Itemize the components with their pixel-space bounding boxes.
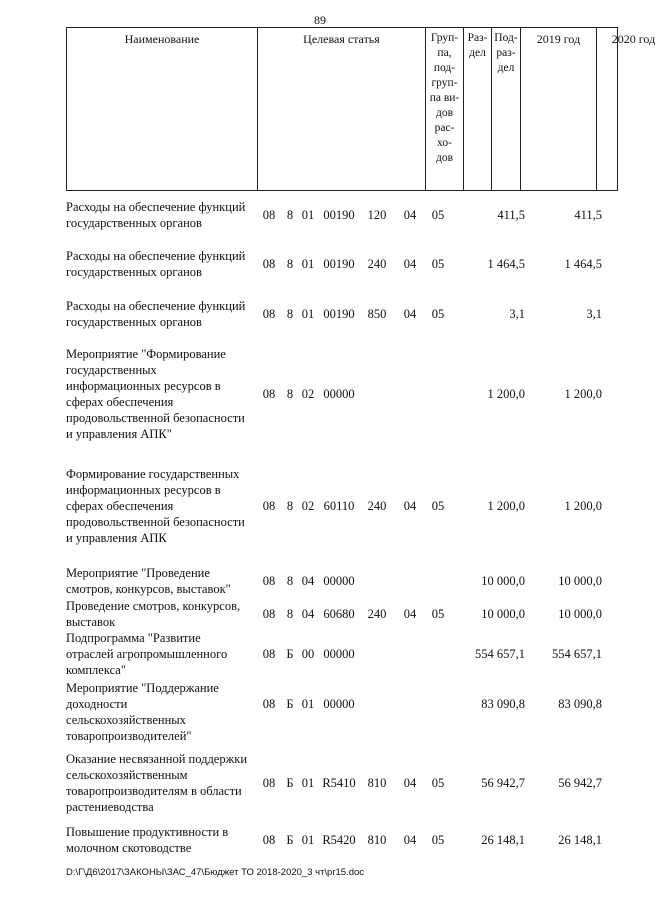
row-name: Мероприятие "Проведение смотров, конкурсов, выставок" (66, 566, 231, 596)
cell-y2019: 1 464,5 (487, 257, 525, 271)
cell-y2019: 411,5 (497, 208, 525, 222)
cell-c3: 01 (301, 833, 315, 847)
row-name: Проведение смотров, конкурсов, выставок (66, 599, 241, 629)
header-year-2020: 2020 год (596, 28, 670, 190)
cell-c2: Б (286, 833, 294, 847)
cell-y2020: 10 000,0 (558, 607, 602, 621)
cell-pr: 05 (431, 208, 445, 222)
cell-c1: 08 (262, 307, 276, 321)
cell-c2: 8 (286, 387, 294, 401)
row-name: Подпрограмма "Развитие отраслей агропромышленного комплекса" (66, 631, 228, 677)
cell-rz: 04 (403, 208, 417, 222)
cell-pr: 05 (431, 499, 445, 513)
cell-vr: 240 (367, 257, 387, 271)
cell-pr: 05 (431, 776, 445, 790)
cell-rz: 04 (403, 776, 417, 790)
cell-c3: 04 (301, 574, 315, 588)
cell-y2019: 1 200,0 (487, 387, 525, 401)
row-name: Расходы на обеспечение функций государственных органов (66, 299, 246, 329)
cell-y2020: 26 148,1 (558, 833, 602, 847)
cell-y2020: 56 942,7 (558, 776, 602, 790)
cell-c1: 08 (262, 776, 276, 790)
cell-y2020: 1 200,0 (564, 499, 602, 513)
header-name: Наименование (124, 32, 200, 46)
header-target: Целевая статья (257, 28, 425, 190)
row-name: Формирование государственных информационных ресурсов в сферах обеспечения продовольственной безопасности и управления АПК (66, 467, 245, 545)
cell-c1: 08 (262, 574, 276, 588)
cell-c3: 00 (301, 647, 315, 661)
cell-c4: 60110 (323, 499, 355, 513)
cell-y2019: 83 090,8 (481, 697, 525, 711)
cell-c4: R5410 (322, 776, 356, 790)
cell-c4: 00000 (323, 697, 355, 711)
cell-vr: 850 (367, 307, 387, 321)
cell-c1: 08 (262, 607, 276, 621)
cell-c1: 08 (262, 833, 276, 847)
row-name: Повышение продуктивности в молочном скотоводстве (66, 825, 229, 855)
cell-c4: 60680 (323, 607, 355, 621)
cell-c2: 8 (286, 607, 294, 621)
cell-y2020: 554 657,1 (552, 647, 602, 661)
cell-c2: 8 (286, 307, 294, 321)
row-name: Оказание несвязанной поддержки сельскохозяйственным товаропроизводителям в области растениеводства (66, 752, 248, 814)
cell-pr: 05 (431, 257, 445, 271)
cell-c1: 08 (262, 647, 276, 661)
cell-c4: 00000 (323, 647, 355, 661)
cell-c4: 00000 (323, 574, 355, 588)
cell-c4: R5420 (322, 833, 356, 847)
cell-y2020: 3,1 (586, 307, 602, 321)
table-header (66, 27, 656, 191)
cell-c3: 01 (301, 776, 315, 790)
cell-y2019: 1 200,0 (487, 499, 525, 513)
cell-vr: 810 (367, 833, 387, 847)
cell-c4: 00190 (323, 208, 355, 222)
cell-c3: 01 (301, 208, 315, 222)
cell-rz: 04 (403, 499, 417, 513)
cell-y2019: 3,1 (509, 307, 525, 321)
cell-y2019: 554 657,1 (475, 647, 525, 661)
cell-y2019: 10 000,0 (481, 607, 525, 621)
cell-c2: 8 (286, 499, 294, 513)
cell-c2: 8 (286, 257, 294, 271)
row-name: Расходы на обеспечение функций государственных органов (66, 249, 246, 279)
cell-vr: 810 (367, 776, 387, 790)
cell-vr: 120 (367, 208, 387, 222)
cell-pr: 05 (431, 307, 445, 321)
cell-c3: 04 (301, 607, 315, 621)
cell-c1: 08 (262, 257, 276, 271)
cell-y2020: 411,5 (574, 208, 602, 222)
cell-vr: 240 (367, 607, 387, 621)
cell-c2: 8 (286, 208, 294, 222)
cell-y2019: 26 148,1 (481, 833, 525, 847)
row-name: Мероприятие "Формирование государственных информационных ресурсов в сферах обеспечения продовольственной безопасности и управления АПК" (66, 347, 245, 441)
cell-c4: 00190 (323, 307, 355, 321)
cell-y2020: 83 090,8 (558, 697, 602, 711)
cell-pr: 05 (431, 833, 445, 847)
cell-c4: 00000 (323, 387, 355, 401)
row-name: Мероприятие "Поддержание доходности сельскохозяйственных товаропроизводителей" (66, 681, 219, 743)
cell-y2020: 10 000,0 (558, 574, 602, 588)
cell-c3: 01 (301, 257, 315, 271)
cell-rz: 04 (403, 607, 417, 621)
cell-c2: Б (286, 776, 294, 790)
cell-c2: Б (286, 697, 294, 711)
cell-rz: 04 (403, 307, 417, 321)
cell-c3: 02 (301, 499, 315, 513)
row-name: Расходы на обеспечение функций государственных органов (66, 200, 246, 230)
header-year-2019: 2019 год (520, 28, 596, 190)
cell-c2: Б (286, 647, 294, 661)
cell-c1: 08 (262, 499, 276, 513)
cell-c1: 08 (262, 208, 276, 222)
cell-c1: 08 (262, 697, 276, 711)
cell-c3: 01 (301, 307, 315, 321)
cell-y2019: 56 942,7 (481, 776, 525, 790)
cell-rz: 04 (403, 257, 417, 271)
cell-rz: 04 (403, 833, 417, 847)
cell-pr: 05 (431, 607, 445, 621)
header-group: Груп- па, под- груп- па ви- дов рас- хо- дов (425, 28, 463, 190)
cell-y2019: 10 000,0 (481, 574, 525, 588)
cell-y2020: 1 200,0 (564, 387, 602, 401)
cell-c3: 01 (301, 697, 315, 711)
header-section: Раз- дел (463, 28, 491, 190)
cell-c3: 02 (301, 387, 315, 401)
page-number: 89 (314, 13, 326, 27)
cell-y2020: 1 464,5 (564, 257, 602, 271)
cell-c4: 00190 (323, 257, 355, 271)
cell-vr: 240 (367, 499, 387, 513)
file-path-footer: D:\Г\Д6\2017\ЗАКОНЫ\ЗАС_47\Бюджет ТО 2018-2020_3 чт\pr15.doc (66, 867, 365, 878)
cell-c2: 8 (286, 574, 294, 588)
header-subsection: Под- раз- дел (491, 28, 520, 190)
cell-c1: 08 (262, 387, 276, 401)
